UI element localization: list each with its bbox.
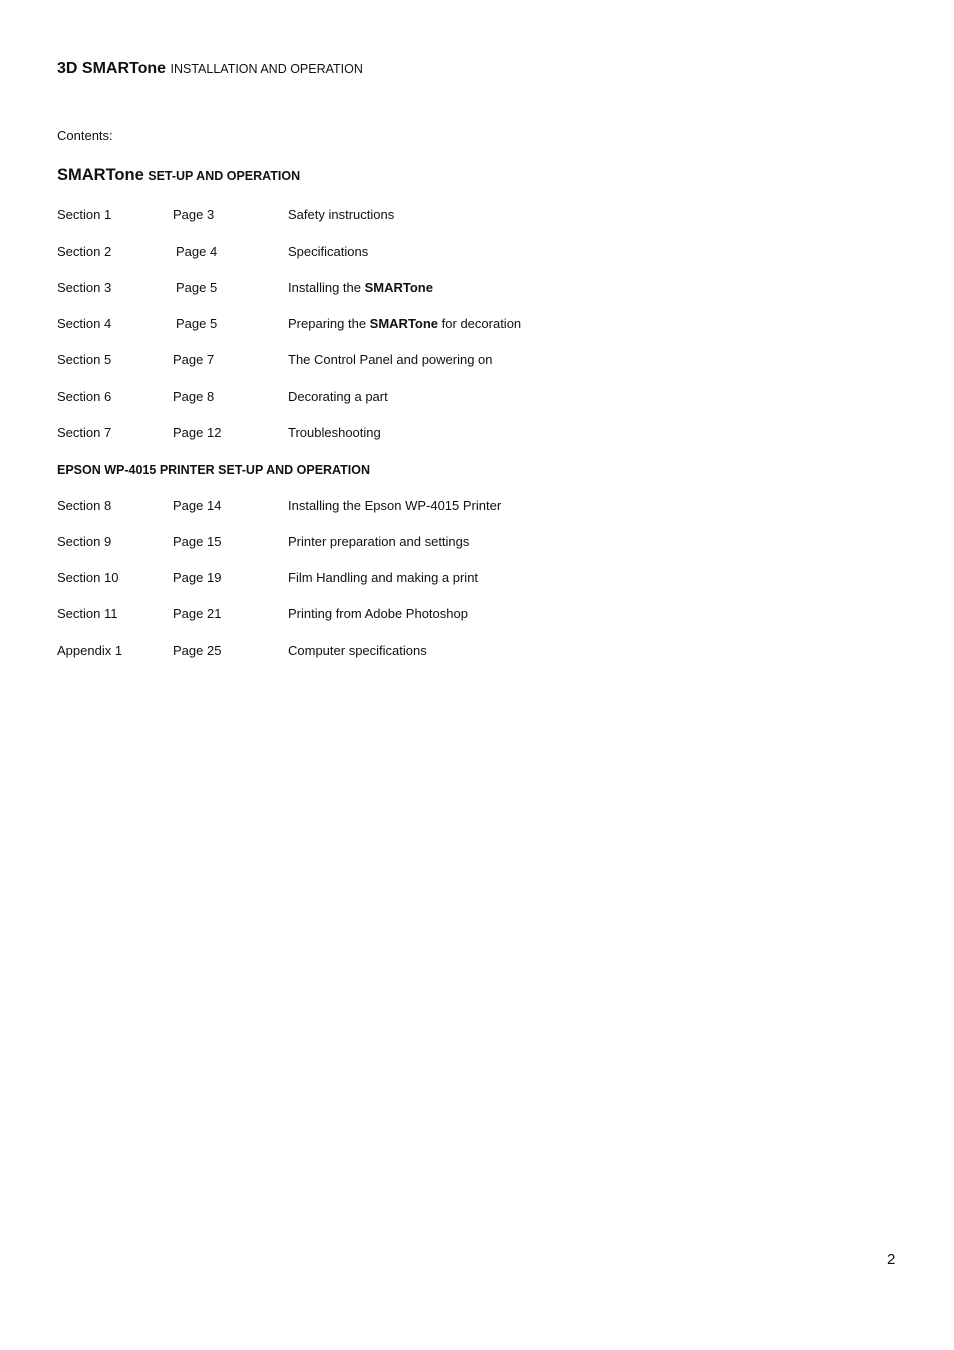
header-subtitle: INSTALLATION AND OPERATION bbox=[170, 62, 363, 76]
toc-page: Page 8 bbox=[173, 389, 215, 404]
toc-title-text: Computer specifications bbox=[288, 643, 427, 658]
toc-section: Section 4 bbox=[57, 316, 112, 331]
group-heading-smartone bbox=[57, 166, 300, 185]
toc-title-text: Installing the Epson WP-4015 Printer bbox=[288, 498, 502, 513]
toc-section: Section 10 bbox=[57, 570, 119, 585]
header-brand: 3D SMARTone bbox=[57, 60, 167, 77]
toc-row bbox=[0, 244, 954, 262]
toc-row bbox=[0, 425, 954, 443]
toc-section: Section 11 bbox=[57, 606, 118, 621]
toc-title bbox=[288, 425, 381, 440]
toc-page: Page 7 bbox=[173, 352, 215, 367]
toc-page: Page 25 bbox=[173, 643, 222, 658]
toc-title-text: Film Handling and making a print bbox=[288, 570, 479, 585]
toc-page: Page 4 bbox=[176, 244, 218, 259]
toc-title-text: Preparing the bbox=[288, 316, 370, 331]
toc-section: Section 5 bbox=[57, 352, 112, 367]
contents-label: Contents: bbox=[57, 128, 113, 143]
toc-title bbox=[288, 316, 521, 331]
toc-page: Page 5 bbox=[176, 316, 218, 331]
toc-title bbox=[288, 643, 427, 658]
toc-section: Section 1 bbox=[57, 207, 112, 222]
group-heading-big: SMARTone bbox=[57, 166, 144, 184]
toc-page: Page 3 bbox=[173, 207, 215, 222]
toc-row bbox=[0, 498, 954, 516]
toc-title-text: Printing from Adobe Photoshop bbox=[288, 606, 468, 621]
toc-row bbox=[0, 643, 954, 661]
toc-title-bold: SMARTone bbox=[364, 280, 433, 295]
toc-page: Page 19 bbox=[173, 570, 222, 585]
group-heading-epson bbox=[57, 461, 370, 479]
toc-title bbox=[288, 389, 388, 404]
toc-title bbox=[288, 207, 394, 222]
toc-title-text-post: for decoration bbox=[438, 316, 522, 331]
toc-title bbox=[288, 498, 501, 513]
toc-title-text: Decorating a part bbox=[288, 389, 388, 404]
toc-section: Section 6 bbox=[57, 389, 112, 404]
toc-row bbox=[0, 606, 954, 624]
toc-title-text: Troubleshooting bbox=[288, 425, 381, 440]
toc-title-text: Printer preparation and settings bbox=[288, 534, 470, 549]
toc-section: Section 8 bbox=[57, 498, 112, 513]
toc-section: Section 7 bbox=[57, 425, 112, 440]
group-heading-small: EPSON WP-4015 PRINTER SET-UP AND OPERATION bbox=[57, 463, 371, 477]
toc-title-text: Safety instructions bbox=[288, 207, 395, 222]
toc-title-bold: SMARTone bbox=[369, 316, 439, 331]
toc-row bbox=[0, 534, 954, 552]
toc-title-text: Installing the bbox=[288, 280, 365, 295]
toc-row bbox=[0, 389, 954, 407]
toc-row bbox=[0, 280, 954, 298]
toc-title bbox=[288, 352, 493, 367]
toc-page: Page 15 bbox=[173, 534, 222, 549]
toc-section: Section 3 bbox=[57, 280, 112, 295]
toc-title bbox=[288, 606, 468, 621]
toc-title-text: Specifications bbox=[288, 244, 369, 259]
toc-page: Page 5 bbox=[176, 280, 218, 295]
toc-title bbox=[288, 534, 469, 549]
toc-title bbox=[288, 244, 368, 259]
toc-row bbox=[0, 316, 954, 334]
toc-page: Page 14 bbox=[173, 498, 222, 513]
toc-row bbox=[0, 352, 954, 370]
toc-section: Appendix 1 bbox=[57, 643, 123, 658]
toc-title bbox=[288, 280, 433, 295]
toc-page: Page 21 bbox=[173, 606, 222, 621]
toc-row bbox=[0, 207, 954, 225]
toc-row bbox=[0, 570, 954, 588]
toc-title-text: The Control Panel and powering on bbox=[288, 352, 493, 367]
toc-title bbox=[288, 570, 478, 585]
page-number: 2 bbox=[887, 1251, 896, 1268]
toc-page: Page 12 bbox=[173, 425, 222, 440]
group-heading-small: SET-UP AND OPERATION bbox=[148, 169, 301, 183]
toc-section: Section 9 bbox=[57, 534, 112, 549]
document-header bbox=[57, 60, 363, 78]
toc-section: Section 2 bbox=[57, 244, 112, 259]
